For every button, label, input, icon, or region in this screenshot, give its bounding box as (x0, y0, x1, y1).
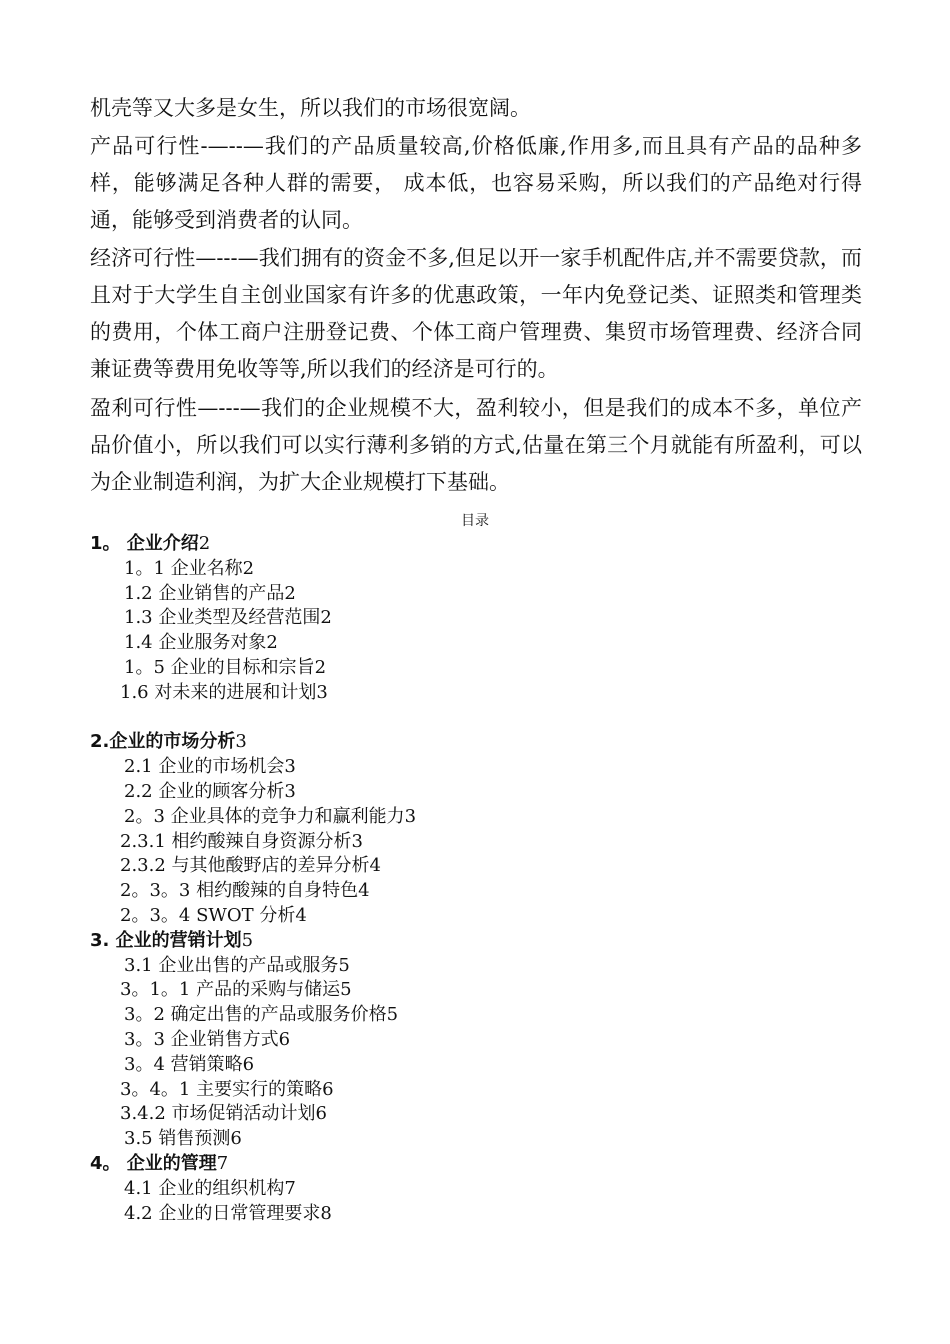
toc-entry-text: 1。5 企业的目标和宗旨 (124, 656, 315, 678)
toc-entry-page: 6 (230, 1128, 242, 1150)
toc-entry-text: 3. 企业的营销计划 (90, 929, 242, 951)
toc-entry-text: 1.3 企业类型及经营范围 (124, 607, 321, 629)
toc-entry[interactable] (0, 1003, 950, 1028)
toc-entry-text: 2.1 企业的市场机会 (124, 756, 285, 778)
body-paragraph-economic-feasibility: 经济可行性—---—我们拥有的资金不多,但足以开一家手机配件店,并不需要贷款，而且对于大学生自主创业国家有许多的优惠政策，一年内免登记类、证照类和管理类的费用，个体工商户注册登记费、个体工商户管理费、集贸市场管理费、经济合同兼证费等费用免收等等,所以我们的经济是可行的。 (90, 246, 862, 381)
toc-entry-page: 4 (295, 904, 307, 926)
toc-entry[interactable] (0, 879, 950, 904)
toc-entry-text: 2。3。3 相约酸辣的自身特色 (120, 880, 359, 902)
toc-entry-page: 6 (322, 1078, 334, 1100)
toc-entry-page: 5 (340, 979, 352, 1001)
toc-entry-text: 2.2 企业的顾客分析 (124, 780, 285, 802)
toc-entry[interactable] (0, 1102, 950, 1127)
toc-entry[interactable] (0, 904, 950, 929)
toc-entry[interactable] (0, 978, 950, 1003)
toc-entry-text: 3.1 企业出售的产品或服务 (124, 954, 339, 976)
toc-entry-text: 1.6 对未来的进展和计划 (120, 681, 317, 703)
toc-entry-page: 2 (320, 607, 332, 629)
toc-entry[interactable] (0, 1053, 950, 1078)
toc-entry-page: 2 (284, 582, 296, 604)
toc-entry-page: 5 (386, 1004, 399, 1026)
toc-entry[interactable] (0, 631, 950, 656)
toc-entry-page: 6 (315, 1103, 327, 1125)
toc-entry-page: 2 (242, 557, 255, 579)
toc-entry-text: 3。4。1 主要实行的策略 (120, 1078, 323, 1100)
toc-entry[interactable] (0, 954, 950, 979)
toc-entry[interactable] (0, 606, 950, 631)
toc-entry-text: 2。3 企业具体的竞争力和赢利能力 (124, 805, 405, 827)
toc-entry-page: 5 (338, 954, 350, 976)
toc-entry-text: 2.3.1 相约酸辣自身资源分析 (120, 830, 352, 852)
toc-entry-text: 4.1 企业的组织机构 (124, 1177, 285, 1199)
toc-entry-page: 7 (284, 1177, 296, 1199)
toc-entry[interactable] (0, 830, 950, 855)
toc-entry-page: 7 (216, 1152, 229, 1174)
toc-entry-page: 2 (314, 656, 327, 678)
toc-entry[interactable] (0, 1202, 950, 1227)
toc-entry-page: 3 (284, 756, 296, 778)
table-of-contents (0, 532, 950, 1226)
toc-entry-page: 3 (404, 805, 417, 827)
toc-entry-page: 4 (369, 855, 381, 877)
toc-spacer (0, 706, 950, 731)
toc-entry-text: 1.4 企业服务对象 (124, 632, 267, 654)
toc-entry[interactable] (0, 1078, 950, 1103)
toc-entry[interactable] (0, 532, 950, 557)
toc-entry[interactable] (0, 1177, 950, 1202)
toc-entry-text: 1.2 企业销售的产品 (124, 582, 285, 604)
toc-entry[interactable] (0, 854, 950, 879)
toc-entry[interactable] (0, 1028, 950, 1053)
toc-entry[interactable] (0, 755, 950, 780)
body-paragraph-product-feasibility: 产品可行性-—--—我们的产品质量较高,价格低廉,作用多,而且具有产品的品种多样，能够满足各种人群的需要， 成本低，也容易采购，所以我们的产品绝对行得通，能够受到消费者的认同。 (90, 134, 862, 232)
toc-entry-text: 2。3。4 SWOT 分析 (120, 904, 296, 926)
toc-entry-text: 3。4 营销策略 (124, 1053, 243, 1075)
toc-entry[interactable] (0, 730, 950, 755)
body-paragraph-intro: 机壳等又大多是女生，所以我们的市场很宽阔。 (90, 96, 531, 120)
toc-entry-page: 8 (320, 1202, 332, 1224)
toc-entry[interactable] (0, 656, 950, 681)
toc-entry[interactable] (0, 929, 950, 954)
toc-entry-page: 3 (351, 830, 363, 852)
toc-entry-text: 1。1 企业名称 (124, 557, 243, 579)
toc-entry-text: 2.3.2 与其他酸野店的差异分析 (120, 855, 370, 877)
toc-entry[interactable] (0, 1152, 950, 1177)
toc-title: 目录 (461, 513, 489, 529)
toc-entry-page: 3 (284, 780, 296, 802)
toc-entry-page: 2 (266, 632, 278, 654)
toc-entry[interactable] (0, 681, 950, 706)
toc-entry-text: 3。2 确定出售的产品或服务价格 (124, 1004, 387, 1026)
toc-entry-page: 2 (198, 533, 211, 554)
toc-entry[interactable] (0, 805, 950, 830)
body-paragraph-profit-feasibility: 盈利可行性—---—我们的企业规模不大，盈利较小，但是我们的成本不多，单位产品价值小，所以我们可以实行薄利多销的方式,估量在第三个月就能有所盈利，可以为企业制造利润，为扩大企业规模打下基础。 (90, 396, 862, 494)
toc-entry-page: 3 (235, 731, 247, 753)
toc-entry-page: 6 (278, 1028, 291, 1050)
toc-entry[interactable] (0, 557, 950, 582)
toc-entry-text: 1。 企业介绍 (90, 533, 199, 554)
toc-entry-text: 3。1。1 产品的采购与储运 (120, 979, 341, 1001)
toc-entry-text: 4.2 企业的日常管理要求 (124, 1202, 321, 1224)
toc-entry-page: 5 (241, 929, 254, 951)
toc-entry-text: 2.企业的市场分析 (90, 731, 236, 753)
toc-entry[interactable] (0, 1127, 950, 1152)
toc-entry[interactable] (0, 582, 950, 607)
toc-entry-page: 3 (316, 681, 328, 703)
toc-entry-text: 3。3 企业销售方式 (124, 1028, 279, 1050)
toc-entry-text: 3.5 销售预测 (124, 1128, 231, 1150)
toc-entry-text: 3.4.2 市场促销活动计划 (120, 1103, 316, 1125)
toc-entry[interactable] (0, 780, 950, 805)
toc-entry-page: 6 (242, 1053, 255, 1075)
toc-entry-page: 4 (358, 880, 370, 902)
toc-entry-text: 4。 企业的管理 (90, 1152, 217, 1174)
